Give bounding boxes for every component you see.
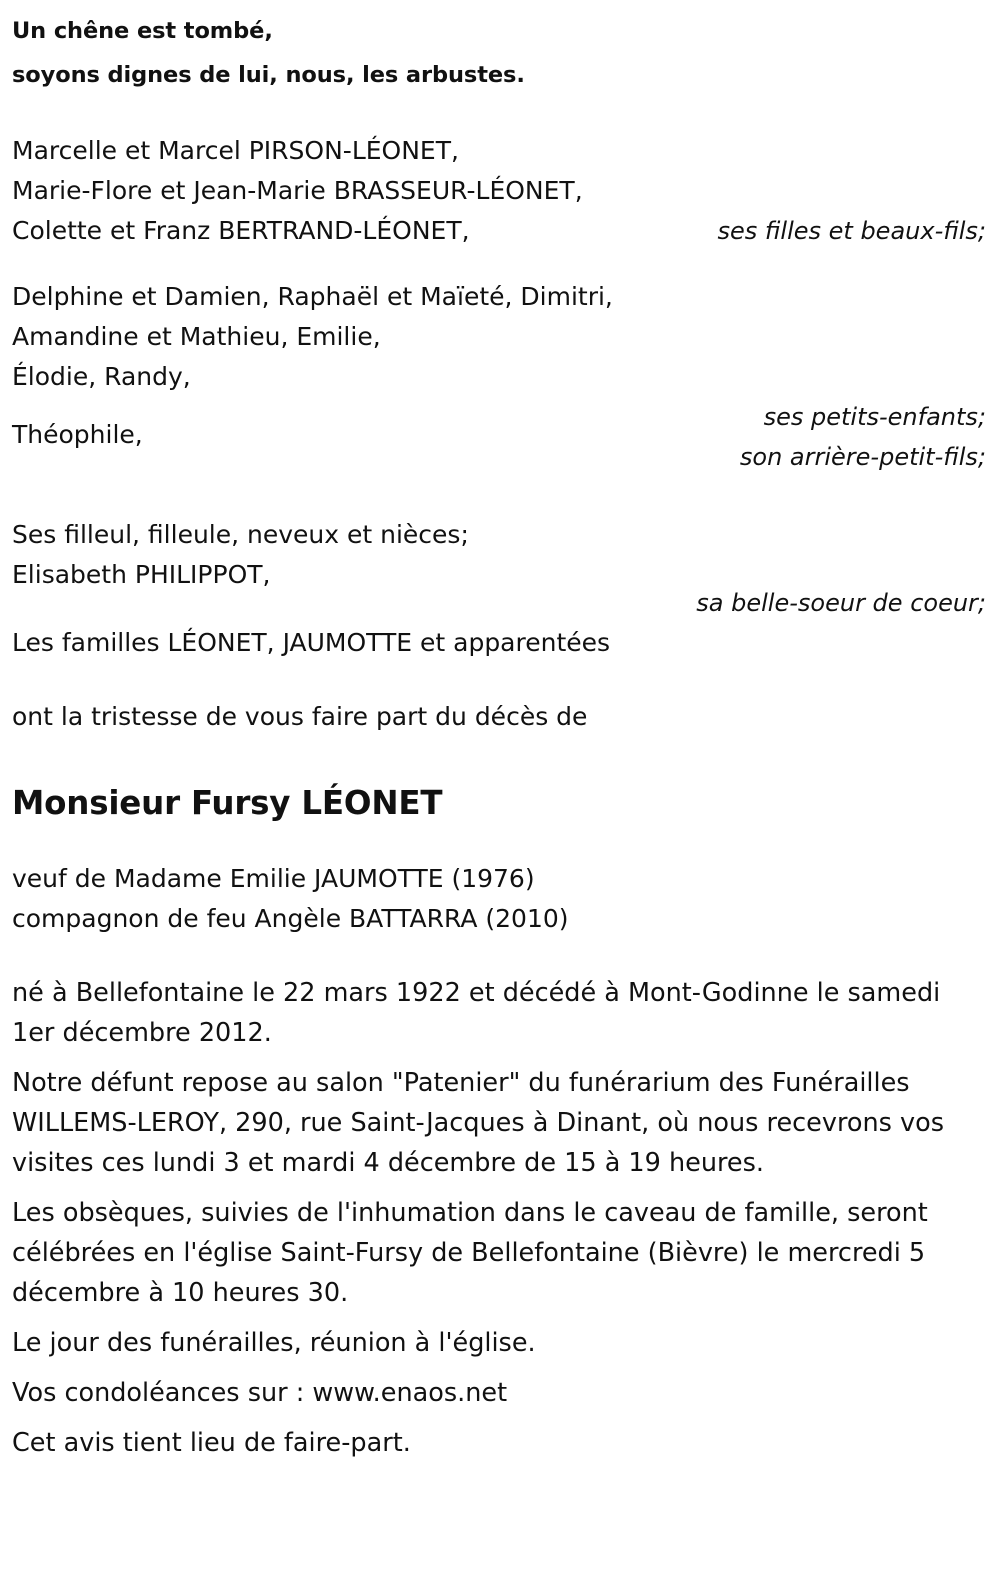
relation-names — [12, 277, 986, 397]
epigraph-line-2: soyons dignes de lui, nous, les arbustes. — [12, 62, 525, 88]
announcement-line: ont la tristesse de vous faire part du décès de — [12, 702, 588, 731]
spouse-section — [12, 859, 986, 939]
birth-death-paragraph: né à Bellefontaine le 22 mars 1922 et décédé à Mont-Godinne le samedi 1er décembre 2012. — [12, 978, 941, 1048]
gathering-paragraph: Le jour des funérailles, réunion à l'église. — [12, 1328, 536, 1358]
spacer — [12, 1363, 986, 1373]
relation-block-extended — [12, 515, 986, 617]
relation-label-great-grandson: son arrière-petit-fils; — [739, 443, 986, 471]
name-line: Colette et Franz BERTRAND-LÉONET, — [12, 216, 470, 245]
relation-block-great-grandson — [12, 415, 986, 471]
name-line: Ses filleul, filleule, neveux et nièces; — [12, 520, 469, 549]
spacer — [12, 663, 986, 697]
spacer — [12, 1183, 986, 1193]
spacer — [12, 97, 986, 131]
epigraph-line-1: Un chêne est tombé, — [12, 18, 273, 44]
families-section — [12, 623, 986, 663]
notice-paragraph: Cet avis tient lieu de faire-part. — [12, 1428, 411, 1458]
spacer — [12, 939, 986, 973]
spacer — [12, 251, 986, 277]
funeral-home-paragraph: Notre défunt repose au salon "Patenier" du funérarium des Funérailles WILLEMS-LEROY, 290, rue Saint-Jacques à Dinant, où nous recevrons vos visites ces lundi 3 et mardi 4 décembre de 15 à 19 heures. — [12, 1068, 945, 1178]
spouse-line-1: veuf de Madame Emilie JAUMOTTE (1976) — [12, 864, 535, 893]
spacer — [12, 1413, 986, 1423]
spouse-line-2: compagnon de feu Angèle BATTARRA (2010) — [12, 904, 569, 933]
spacer — [12, 489, 986, 515]
spacer — [12, 1313, 986, 1323]
name-line: Delphine et Damien, Raphaël et Maïeté, Dimitri, — [12, 282, 613, 311]
relation-label-grandchildren: ses petits-enfants; — [763, 403, 986, 431]
spacer — [12, 771, 986, 781]
relation-block-children — [12, 131, 986, 251]
relation-label-extended: sa belle-soeur de coeur; — [696, 589, 986, 617]
deceased-name: Monsieur Fursy LÉONET — [12, 784, 443, 822]
ceremony-paragraph: Les obsèques, suivies de l'inhumation dans le caveau de famille, seront célébrées en l'église Saint-Fursy de Bellefontaine (Bièvre) le mercredi 5 décembre à 10 heures 30. — [12, 1198, 928, 1308]
name-line: Elisabeth PHILIPPOT, — [12, 560, 271, 589]
name-line: Élodie, Randy, — [12, 362, 191, 391]
spacer — [12, 737, 986, 771]
name-line: Amandine et Mathieu, Emilie, — [12, 322, 381, 351]
spacer — [12, 825, 986, 859]
name-line: Marie-Flore et Jean-Marie BRASSEUR-LÉONET, — [12, 176, 583, 205]
relation-block-grandchildren — [12, 277, 986, 431]
condolences-paragraph: Vos condoléances sur : www.enaos.net — [12, 1378, 508, 1408]
spacer — [12, 1053, 986, 1063]
announcement-section — [12, 697, 986, 737]
epigraph — [12, 0, 986, 97]
name-line: Marcelle et Marcel PIRSON-LÉONET, — [12, 136, 459, 165]
families-line: Les familles LÉONET, JAUMOTTE et apparentées — [12, 628, 611, 657]
name-line: Théophile, — [12, 420, 143, 449]
relation-label-children: ses filles et beaux-fils; — [717, 217, 986, 245]
